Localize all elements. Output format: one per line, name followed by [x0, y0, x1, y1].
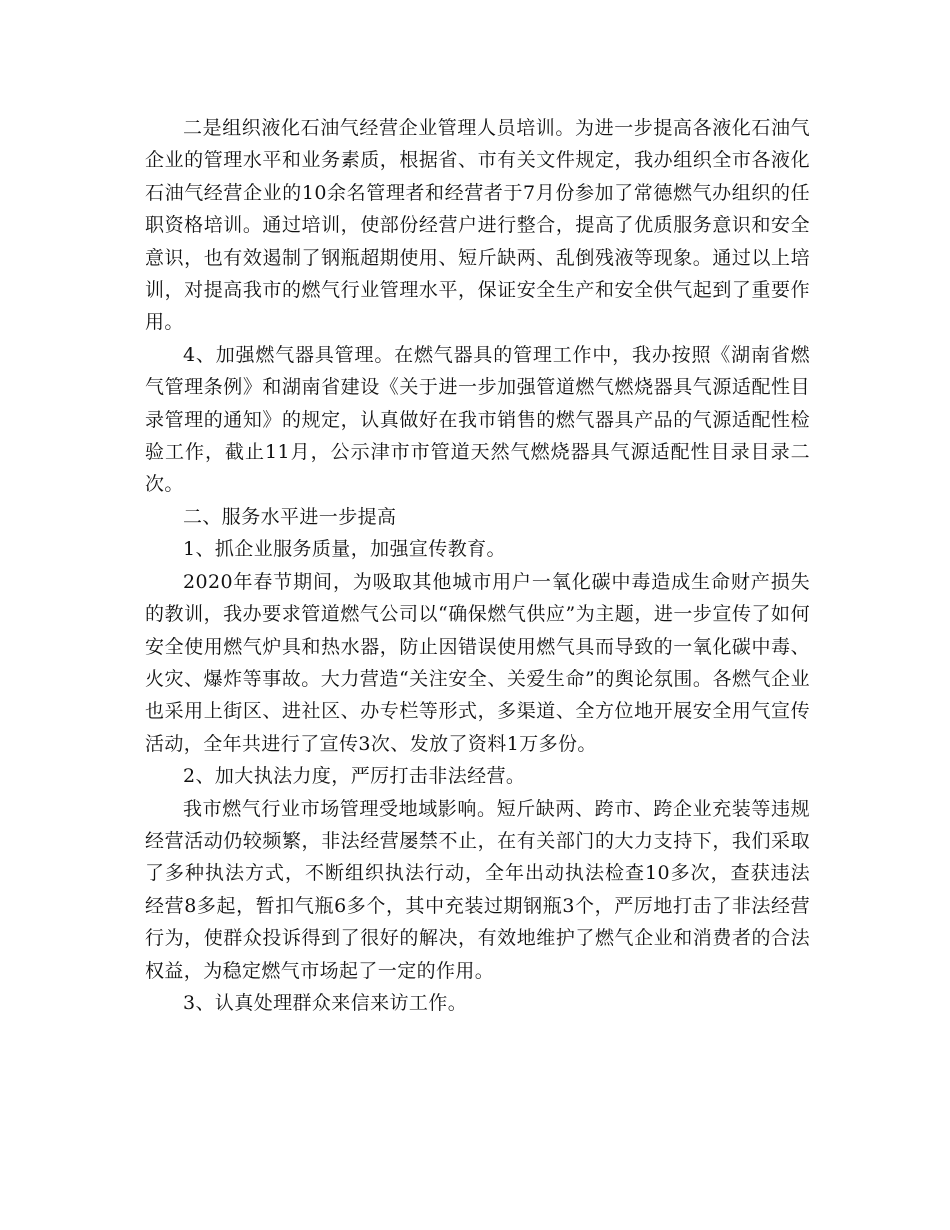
section-heading-service: 二、服务水平进一步提高	[183, 505, 397, 528]
subheading-service-quality: 1、抓企业服务质量，加强宣传教育。	[183, 538, 506, 561]
subheading-law-enforcement: 2、加大执法力度，严厉打击非法经营。	[183, 765, 526, 788]
document-body	[145, 112, 810, 1019]
paragraph-publicity: 2020年春节期间，为吸取其他城市用户一氧化碳中毒造成生命财产损失的教训，我办要求管道燃气公司以“确保燃气供应”为主题，进一步宣传了如何安全使用燃气炉具和热水器，防止因错误使用燃气具而导致的一氧化碳中毒、火灾、爆炸等事故。大力营造“关注安全、关爱生命”的舆论氛围。各燃气企业也采用上街区、进社区、办专栏等形式，多渠道、全方位地开展安全用气宣传活动，全年共进行了宣传3次、发放了资料1万多份。	[145, 570, 810, 755]
paragraph-training: 二是组织液化石油气经营企业管理人员培训。为进一步提高各液化石油气企业的管理水平和业务素质，根据省、市有关文件规定，我办组织全市各液化石油气经营企业的10余名管理者和经营者于7月份参加了常德燃气办组织的任职资格培训。通过培训，使部份经营户进行整合，提高了优质服务意识和安全意识，也有效遏制了钢瓶超期使用、短斤缺两、乱倒残液等现象。通过以上培训，对提高我市的燃气行业管理水平，保证安全生产和安全供气起到了重要作用。	[145, 117, 810, 334]
subheading-complaints: 3、认真处理群众来信来访工作。	[183, 991, 468, 1014]
paragraph-enforcement: 我市燃气行业市场管理受地域影响。短斤缺两、跨市、跨企业充装等违规经营活动仍较频繁，非法经营屡禁不止，在有关部门的大力支持下，我们采取了多种执法方式，不断组织执法行动，全年出动执法检查10多次，查获违法经营8多起，暂扣气瓶6多个，其中充装过期钢瓶3个，严厉地打击了非法经营行为，使群众投诉得到了很好的解决，有效地维护了燃气企业和消费者的合法权益，为稳定燃气市场起了一定的作用。	[145, 797, 810, 982]
paragraph-appliance-management: 4、加强燃气器具管理。在燃气器具的管理工作中，我办按照《湖南省燃气管理条例》和湖南省建设《关于进一步加强管道燃气燃烧器具气源适配性目录管理的通知》的规定，认真做好在我市销售的燃气器具产品的气源适配性检验工作，截止11月，公示津市市管道天然气燃烧器具气源适配性目录目录二次。	[145, 343, 810, 496]
